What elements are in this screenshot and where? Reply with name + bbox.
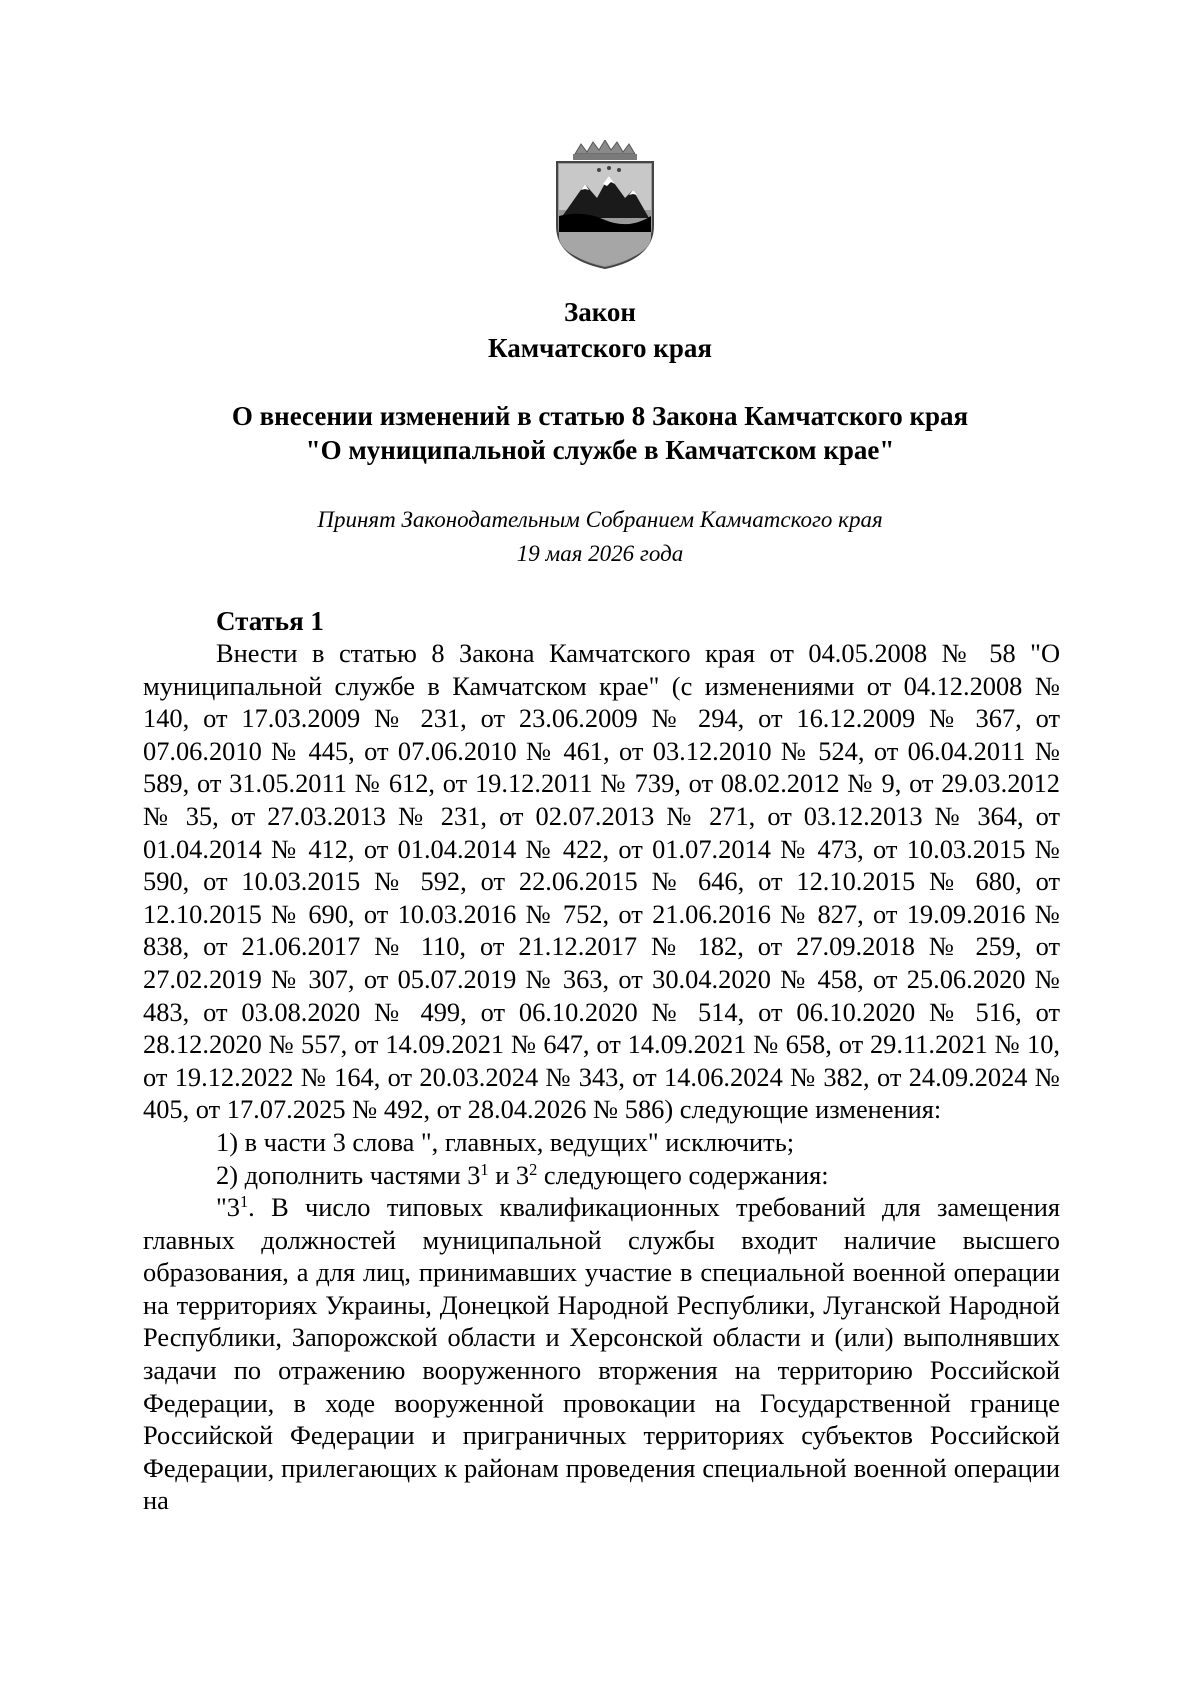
item-2-sup-1: 1 [480,1159,489,1179]
item-2-sup-2: 2 [529,1159,538,1179]
amendment-item-1: 1) в части 3 слова ", главных, ведущих" исключить; [216,1126,795,1157]
adoption-date: 19 мая 2026 года [516,541,684,566]
adoption-note-line-1: Принят Законодательным Собранием Камчатского края [317,507,883,532]
item-2-text-a: 2) дополнить частями 3 [216,1159,481,1190]
amendment-item-2 [143,1159,1060,1192]
law-title-line-2: "О муниципальной службе в Камчатском крае" [305,435,895,465]
region-name: Камчатского края [488,333,712,363]
part-3-1-paragraph [143,1191,1060,1517]
part-3-1-text-b: . В число типовых квалификационных требований для замещения главных должностей муниципальной службы входит наличие высшего образования, а для лиц, принимавших участие в специальной военной операции на территориях Украины, Донецкой Народной Республики, Луганской Народной Республики, Запорожской области и Херсонской области и (или) выполнявших задачи по отражению вооруженного вторжения на территорию Российской Федерации, в ходе вооруженной провокации на Государственной границе Российской Федерации и приграничных территориях субъектов Российской Федерации, прилегающих к районам проведения специальной военной операции на [143,1192,1060,1516]
part-3-1-sup: 1 [239,1192,249,1212]
law-heading [0,294,1200,366]
article-body [143,637,1060,1517]
item-2-text-b: и 3 [488,1159,530,1190]
law-word: Закон [563,297,636,327]
adoption-note [0,503,1200,571]
kamchatka-coat-of-arms-icon [553,140,657,272]
item-2-text-c: следующего содержания: [537,1159,829,1190]
part-3-1-text-a: "3 [216,1192,240,1223]
law-title-line-1: О внесении изменений в статью 8 Закона Камчатского края [231,401,969,431]
law-title [0,399,1200,467]
article-intro-paragraph: Внести в статью 8 Закона Камчатского края от 04.05.2008 № 58 "О муниципальной службе в Камчатском крае" (с изменениями от 04.12.2008 № 140, от 17.03.2009 № 231, от 23.06.2009 № 294, от 16.12.2009 № 367, от 07.06.2010 № 445, от 07.06.2010 № 461, от 03.12.2010 № 524, от 06.04.2011 № 589, от 31.05.2011 № 612, от 19.12.2011 № 739, от 08.02.2012 № 9, от 29.03.2012 № 35, от 27.03.2013 № 231, от 02.07.2013 № 271, от 03.12.2013 № 364, от 01.04.2014 № 412, от 01.04.2014 № 422, от 01.07.2014 № 473, от 10.03.2015 № 590, от 10.03.2015 № 592, от 22.06.2015 № 646, от 12.10.2015 № 680, от 12.10.2015 № 690, от 10.03.2016 № 752, от 21.06.2016 № 827, от 19.09.2016 № 838, от 21.06.2017 № 110, от 21.12.2017 № 182, от 27.09.2018 № 259, от 27.02.2019 № 307, от 05.07.2019 № 363, от 30.04.2020 № 458, от 25.06.2020 № 483, от 03.08.2020 № 499, от 06.10.2020 № 514, от 06.10.2020 № 516, от 28.12.2020 № 557, от 14.09.2021 № 647, от 14.09.2021 № 658, от 29.11.2021 № 10, от 19.12.2022 № 164, от 20.03.2024 № 343, от 14.06.2024 № 382, от 24.09.2024 № 405, от 17.07.2025 № 492, от 28.04.2026 № 586) следующие изменения: [143,638,1060,1125]
article-heading: Статья 1 [216,606,324,636]
